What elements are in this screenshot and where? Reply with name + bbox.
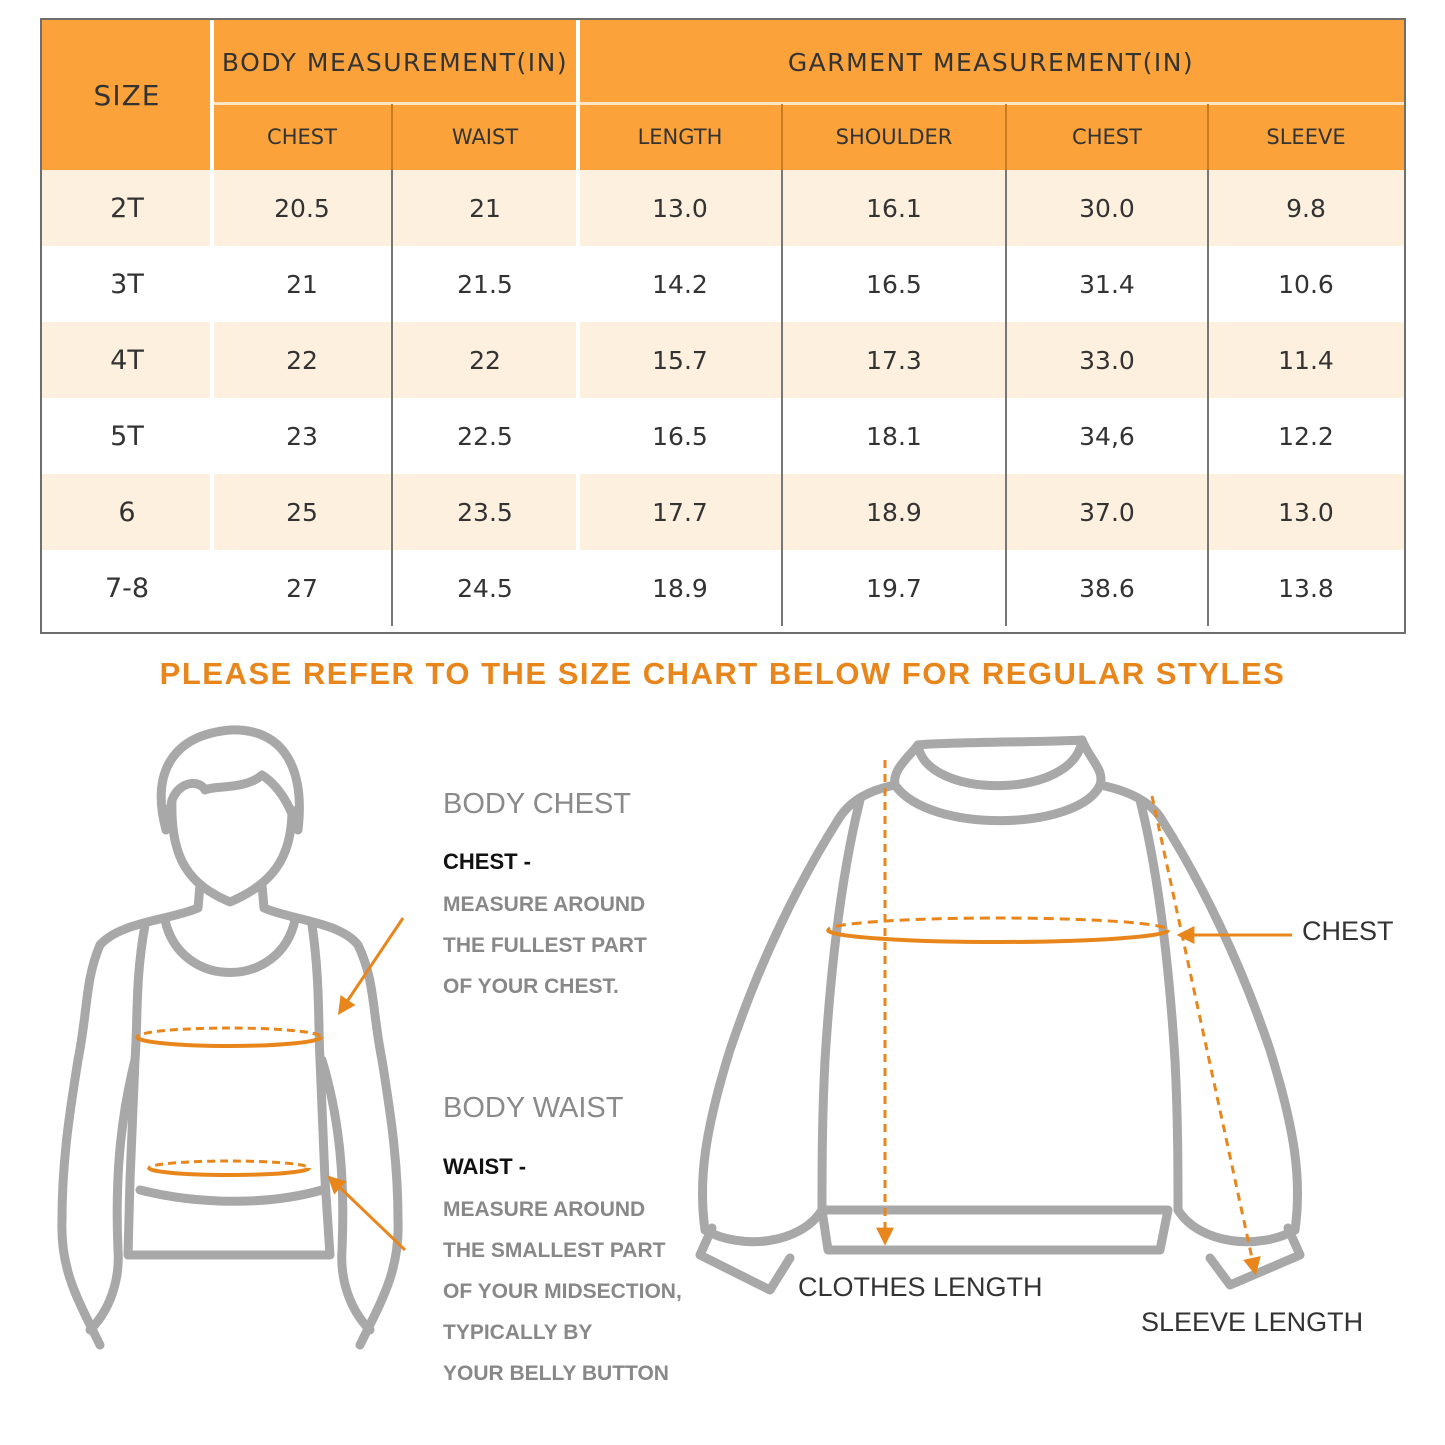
table-cell: 24.5 <box>457 573 513 603</box>
subheader-garment-chest: CHEST <box>1006 104 1208 170</box>
size-cell: 7-8 <box>104 572 150 604</box>
table-cell: 23.5 <box>457 497 513 527</box>
table-cell: 30.0 <box>1079 193 1135 223</box>
table-cell: 18.9 <box>866 497 922 527</box>
clothes-length-label: CLOTHES LENGTH <box>798 1272 1043 1302</box>
subheader-sleeve: SLEEVE <box>1208 104 1404 170</box>
size-header: SIZE <box>42 20 212 170</box>
sleeve-length-line <box>1152 796 1255 1272</box>
table-cell: 21 <box>469 193 501 223</box>
table-cell: 9.8 <box>1286 193 1326 223</box>
body-chest-title: BODY CHEST <box>443 788 632 820</box>
table-cell: 16.1 <box>866 193 922 223</box>
table-cell: 18.1 <box>866 421 922 451</box>
table-cell: 18.9 <box>652 573 708 603</box>
body-waist-desc-line: OF YOUR MIDSECTION, <box>443 1280 682 1303</box>
subheader-body-chest: CHEST <box>212 104 392 170</box>
table-cell: 33.0 <box>1079 345 1135 375</box>
body-chest-desc-line: OF YOUR CHEST. <box>443 975 619 998</box>
table-cell: 15.7 <box>652 345 708 375</box>
size-cell: 2T <box>110 192 144 224</box>
garment-measurement-header: GARMENT MEASUREMENT(IN) <box>578 20 1404 104</box>
table-cell: 31.4 <box>1079 269 1135 299</box>
body-chest-desc-line: THE FULLEST PART <box>443 934 647 957</box>
body-waist-title: BODY WAIST <box>443 1092 624 1124</box>
body-chest-desc-line: MEASURE AROUND <box>443 893 646 916</box>
subheader-shoulder: SHOULDER <box>782 104 1006 170</box>
table-cell: 37.0 <box>1079 497 1135 527</box>
table-cell: 20.5 <box>274 193 330 223</box>
body-waist-desc-line: MEASURE AROUND <box>443 1198 646 1221</box>
size-cell: 6 <box>118 496 136 528</box>
table-cell: 21 <box>286 269 318 299</box>
table-cell: 22 <box>286 345 318 375</box>
body-chest-label: CHEST - <box>443 849 531 874</box>
table-cell: 27 <box>286 573 318 603</box>
subheader-body-waist: WAIST <box>392 104 578 170</box>
table-cell: 11.4 <box>1278 345 1334 375</box>
table-cell: 17.7 <box>652 497 708 527</box>
size-cell: 4T <box>110 344 144 376</box>
sweatshirt-icon <box>700 740 1300 1290</box>
table-cell: 21.5 <box>457 269 513 299</box>
table-cell: 13.0 <box>1278 497 1334 527</box>
body-waist-desc-line: THE SMALLEST PART <box>443 1239 666 1262</box>
table-cell: 25 <box>286 497 318 527</box>
body-waist-desc-line: YOUR BELLY BUTTON <box>443 1362 669 1385</box>
table-cell: 38.6 <box>1079 573 1135 603</box>
body-waist-desc-line: TYPICALLY BY <box>443 1321 593 1344</box>
garment-chest-label: CHEST <box>1302 916 1394 946</box>
sleeve-length-label: SLEEVE LENGTH <box>1141 1307 1364 1337</box>
table-cell: 17.3 <box>866 345 922 375</box>
table-cell: 16.5 <box>652 421 708 451</box>
subheader-length: LENGTH <box>578 104 782 170</box>
table-cell: 23 <box>286 421 318 451</box>
table-cell: 19.7 <box>866 573 922 603</box>
size-cell: 3T <box>110 268 144 300</box>
table-cell: 10.6 <box>1278 269 1334 299</box>
table-cell: 13.8 <box>1278 573 1334 603</box>
table-cell: 14.2 <box>652 269 708 299</box>
body-figure-icon <box>62 730 398 1345</box>
table-cell: 22.5 <box>457 421 513 451</box>
size-cell: 5T <box>110 420 144 452</box>
table-cell: 34,6 <box>1079 421 1135 451</box>
table-cell: 12.2 <box>1278 421 1334 451</box>
table-cell: 13.0 <box>652 193 708 223</box>
body-measurement-header: BODY MEASUREMENT(IN) <box>212 20 578 104</box>
size-notice: PLEASE REFER TO THE SIZE CHART BELOW FOR REGULAR STYLES <box>159 656 1286 691</box>
body-waist-label: WAIST - <box>443 1154 527 1179</box>
table-cell: 22 <box>469 345 501 375</box>
table-cell: 16.5 <box>866 269 922 299</box>
